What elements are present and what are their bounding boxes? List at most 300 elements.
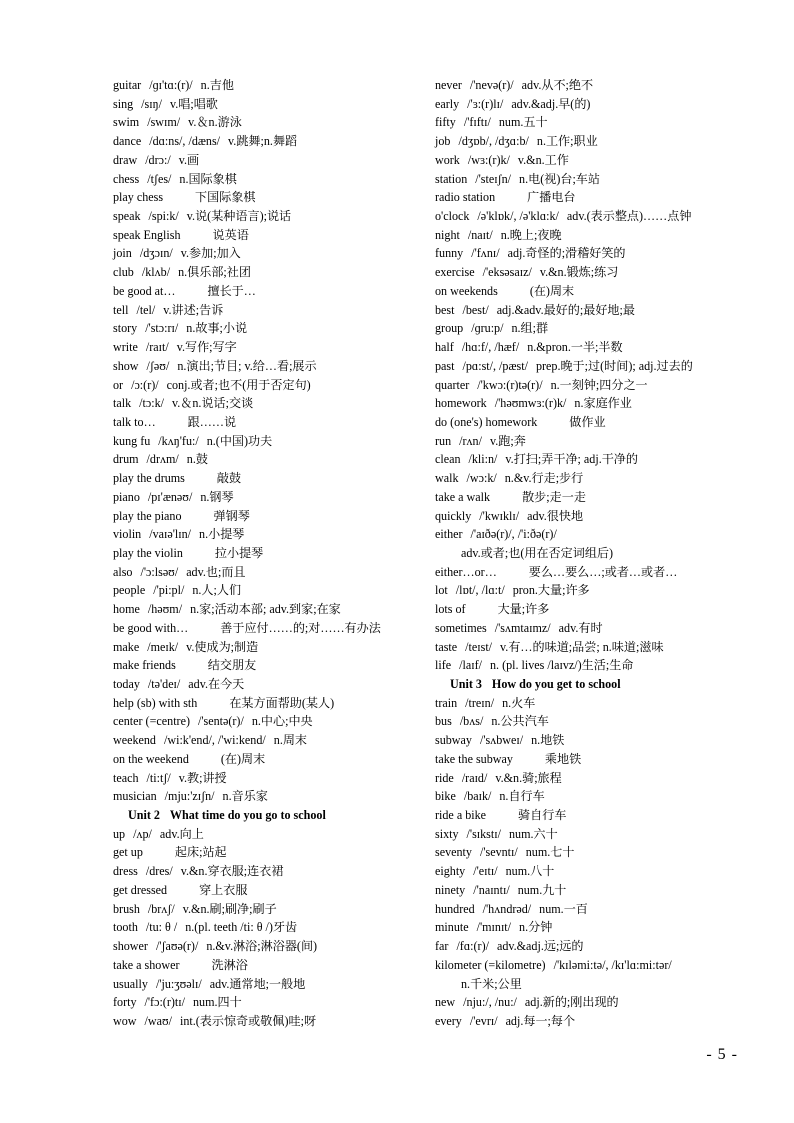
vocab-definition: adv.&adj.早(的) — [511, 96, 591, 111]
vocab-phonetic: /'kwɔ:(r)tə(r)/ — [477, 377, 543, 392]
vocab-entry — [435, 76, 765, 95]
vocab-definition: n.音乐家 — [222, 789, 268, 804]
vocab-word: also — [113, 564, 133, 579]
vocab-phonetic: /mju:'zɪʃn/ — [164, 789, 215, 804]
vocab-word: weekend — [113, 733, 156, 748]
vocab-word: be good at… — [113, 283, 176, 298]
vocab-phonetic: /'stɔ:rɪ/ — [145, 321, 179, 336]
vocab-entry — [113, 862, 413, 881]
vocab-word: swim — [113, 115, 140, 130]
vocab-phonetic: /'ɔ:lsəʊ/ — [140, 564, 179, 579]
vocab-word: new — [435, 995, 456, 1010]
vocab-definition: v.写作;写字 — [176, 340, 237, 355]
vocab-definition: n.分钟 — [519, 920, 553, 935]
vocab-entry — [113, 675, 413, 694]
vocab-word: home — [113, 602, 140, 617]
vocab-phonetic: /ɔ:(r)/ — [131, 377, 159, 392]
vocab-entry — [435, 937, 765, 956]
vocab-word: run — [435, 433, 452, 448]
vocab-entry — [435, 825, 765, 844]
vocab-definition: num.五十 — [498, 115, 548, 130]
vocab-phonetic: /bʌs/ — [459, 714, 484, 729]
left-vocabulary-column — [113, 76, 413, 1031]
vocab-entry — [435, 226, 765, 245]
vocab-word: job — [435, 134, 451, 149]
vocab-phonetic: /rʌn/ — [459, 433, 482, 448]
vocab-word: play the drums — [113, 471, 185, 486]
vocab-word: ride a bike — [435, 808, 487, 823]
vocab-entry — [113, 694, 413, 713]
vocab-word: chess — [113, 171, 140, 186]
vocab-word: lots of — [435, 602, 466, 617]
vocab-phonetic: /hɑ:f/, /hæf/ — [461, 340, 520, 355]
vocab-phonetic: /meɪk/ — [147, 639, 179, 654]
vocab-entry — [113, 787, 413, 806]
vocab-phonetic: /klʌb/ — [141, 265, 171, 280]
vocab-entry — [113, 244, 413, 263]
vocab-definition: 拉小提琴 — [214, 545, 264, 560]
vocab-phonetic: /teɪst/ — [465, 639, 493, 654]
vocab-entry — [113, 619, 413, 638]
vocab-entry — [113, 712, 413, 731]
vocab-word: ninety — [435, 882, 466, 897]
vocab-word: half — [435, 340, 454, 355]
vocab-definition: n.(pl. teeth /ti: θ /)牙齿 — [185, 920, 298, 935]
vocab-entry — [113, 638, 413, 657]
vocab-word: either — [435, 527, 463, 542]
vocab-entry — [113, 95, 413, 114]
vocab-entry — [113, 525, 413, 544]
vocab-entry — [435, 750, 765, 769]
vocab-entry — [435, 170, 765, 189]
vocab-entry — [435, 394, 765, 413]
vocab-entry — [435, 188, 765, 207]
vocab-word: past — [435, 358, 455, 373]
vocab-entry — [435, 357, 765, 376]
vocab-word: write — [113, 340, 138, 355]
vocab-phonetic: /waʊ/ — [144, 1013, 172, 1028]
vocab-definition: v.&n.骑;旅程 — [495, 770, 562, 785]
vocab-word: minute — [435, 920, 469, 935]
vocab-entry — [113, 151, 413, 170]
vocab-word: funny — [435, 246, 464, 261]
vocab-word: brush — [113, 901, 140, 916]
vocab-word: tooth — [113, 920, 138, 935]
vocab-phonetic: /baɪk/ — [463, 789, 492, 804]
vocab-entry — [113, 76, 413, 95]
vocab-entry — [435, 843, 765, 862]
vocab-phonetic: /drʌm/ — [146, 452, 179, 467]
vocab-word: far — [435, 939, 449, 954]
vocab-definition: 敲鼓 — [216, 471, 242, 486]
vocab-word: work — [435, 152, 460, 167]
vocab-word: seventy — [435, 845, 472, 860]
vocab-entry — [113, 581, 413, 600]
vocab-entry — [435, 712, 765, 731]
vocab-word: take a walk — [435, 489, 491, 504]
vocab-word: best — [435, 302, 455, 317]
vocab-definition: n.&pron.一半;半数 — [527, 340, 623, 355]
vocab-entry — [113, 413, 413, 432]
vocab-word: tell — [113, 302, 129, 317]
vocab-phonetic: /wɔ:k/ — [466, 471, 497, 486]
vocab-definition: n.演出;节目; v.给…看;展示 — [177, 358, 317, 373]
vocab-definition: adv.有时 — [558, 620, 603, 635]
vocab-entry — [113, 900, 413, 919]
vocab-entry — [435, 95, 765, 114]
vocab-definition: num.一百 — [539, 901, 588, 916]
vocab-entry — [435, 263, 765, 282]
vocab-phonetic: /kli:n/ — [468, 452, 498, 467]
vocab-definition: adj.&adv.最好的;最好地;最 — [496, 302, 635, 317]
vocab-phonetic: /best/ — [462, 302, 489, 317]
vocab-definition: n. (pl. lives /laɪvz/)生活;生命 — [489, 658, 634, 673]
vocab-definition: n.故事;小说 — [186, 321, 248, 336]
vocab-entry — [435, 694, 765, 713]
vocab-phonetic: /pɑ:st/, /pæst/ — [462, 358, 528, 373]
vocab-definition: v.&n.刷;刷净;刷子 — [182, 901, 277, 916]
vocab-word: shower — [113, 939, 148, 954]
vocab-word: forty — [113, 995, 137, 1010]
vocab-definition: v.画 — [178, 152, 200, 167]
vocab-phonetic: /spi:k/ — [148, 209, 179, 224]
vocab-entry — [113, 226, 413, 245]
vocab-phonetic: /ə'klɒk/, /ə'klɑ:k/ — [477, 209, 559, 224]
vocab-definition: (在)周末 — [529, 283, 575, 298]
vocab-word: wow — [113, 1013, 137, 1028]
vocab-phonetic: /tel/ — [136, 302, 156, 317]
vocab-word: life — [435, 658, 452, 673]
vocab-definition: adv.通常地;一般地 — [209, 976, 306, 991]
vocab-word: sometimes — [435, 620, 487, 635]
vocab-definition: v.&n.穿衣服;连衣裙 — [180, 864, 284, 879]
vocab-entry — [435, 282, 765, 301]
vocab-definition: v.教;讲授 — [178, 770, 227, 785]
vocab-definition: num.八十 — [505, 864, 555, 879]
vocab-entry — [113, 488, 413, 507]
vocab-phonetic: /dres/ — [145, 864, 173, 879]
vocab-phonetic: /raɪd/ — [461, 770, 488, 785]
vocab-entry — [435, 507, 765, 526]
vocab-word: usually — [113, 976, 148, 991]
vocab-word: every — [435, 1013, 462, 1028]
vocab-entry — [435, 488, 765, 507]
vocab-definition: 说英语 — [212, 227, 249, 242]
vocab-entry — [435, 656, 765, 675]
vocab-word: show — [113, 358, 139, 373]
vocab-entry — [435, 244, 765, 263]
vocab-phonetic: /tɔ:k/ — [139, 396, 164, 411]
vocab-phonetic: /ʃəʊ/ — [146, 358, 170, 373]
vocab-definition: v.跳舞;n.舞蹈 — [228, 134, 298, 149]
vocab-definition: n.一刻钟;四分之一 — [550, 377, 648, 392]
vocab-word: early — [435, 96, 460, 111]
vocab-definition: n.周末 — [273, 733, 308, 748]
vocab-word: lot — [435, 583, 448, 598]
vocab-word: draw — [113, 152, 138, 167]
vocab-entry — [435, 918, 765, 937]
vocab-definition: n.火车 — [502, 695, 536, 710]
vocab-definition: v.参加;加入 — [180, 246, 241, 261]
vocab-phonetic: /laɪf/ — [459, 658, 482, 673]
vocab-entry — [113, 282, 413, 301]
vocab-entry — [113, 600, 413, 619]
vocab-entry — [113, 507, 413, 526]
vocab-entry — [435, 376, 765, 395]
vocab-entry — [113, 731, 413, 750]
vocab-phonetic: /'ʃaʊə(r)/ — [155, 939, 199, 954]
vocab-entry — [435, 450, 765, 469]
vocab-phonetic: /'həʊmwɜ:(r)k/ — [494, 396, 567, 411]
vocab-definition: n.家;活动本部; adv.到家;在家 — [190, 602, 341, 617]
vocab-entry — [113, 918, 413, 937]
vocab-word: either…or… — [435, 564, 497, 579]
vocab-word: club — [113, 265, 134, 280]
vocab-definition: num.九十 — [517, 882, 567, 897]
vocab-word: fifty — [435, 115, 456, 130]
vocab-definition: n.组;群 — [511, 321, 549, 336]
vocab-entry — [435, 806, 765, 825]
vocab-word: teach — [113, 770, 139, 785]
vocab-phonetic: /'eksəsaɪz/ — [482, 265, 532, 280]
vocab-entry — [435, 862, 765, 881]
vocab-phonetic: /'mɪnɪt/ — [476, 920, 512, 935]
vocab-phonetic: /'ju:ʒʊəlɪ/ — [155, 976, 202, 991]
vocab-word: kilometer (=kilometre) — [435, 957, 546, 972]
vocab-word: station — [435, 171, 468, 186]
vocab-entry — [113, 432, 413, 451]
vocab-entry — [435, 881, 765, 900]
vocab-phonetic: /'fɪftɪ/ — [463, 115, 491, 130]
vocab-entry — [435, 301, 765, 320]
vocab-definition: (在)周末 — [220, 751, 266, 766]
vocab-entry — [113, 376, 413, 395]
vocab-phonetic: /'evrɪ/ — [469, 1013, 498, 1028]
vocab-entry — [113, 937, 413, 956]
vocab-phonetic: /dɑ:ns/, /dæns/ — [149, 134, 221, 149]
vocab-entry — [435, 413, 765, 432]
vocab-phonetic: /fɑ:(r)/ — [456, 939, 489, 954]
vocab-phonetic: /'pi:pl/ — [153, 583, 185, 598]
vocab-phonetic: /'steɪʃn/ — [475, 171, 512, 186]
vocab-phonetic: /'sentə(r)/ — [197, 714, 244, 729]
vocab-word: bike — [435, 789, 456, 804]
vocab-entry — [113, 956, 413, 975]
vocab-definition: 广播电台 — [527, 190, 576, 205]
vocab-definition: n.地铁 — [531, 733, 565, 748]
vocab-phonetic: /'sʌbweɪ/ — [479, 733, 524, 748]
vocab-definition: v.&n.工作 — [517, 152, 569, 167]
vocab-definition: n.公共汽车 — [491, 714, 549, 729]
vocab-entry — [113, 769, 413, 788]
right-vocabulary-column — [435, 76, 765, 1031]
vocab-entry — [113, 301, 413, 320]
vocab-definition: n.吉他 — [200, 78, 234, 92]
vocab-word: ride — [435, 770, 454, 785]
vocab-word: play chess — [113, 190, 164, 205]
vocab-phonetic: /lɒt/, /lɑ:t/ — [455, 583, 505, 598]
vocab-entry — [113, 394, 413, 413]
vocab-definition: v.使成为;制造 — [186, 639, 259, 654]
vocab-definition: v.说(某种语言);说话 — [186, 209, 292, 224]
vocab-definition: n.国际象棋 — [179, 171, 237, 186]
vocab-entry — [113, 132, 413, 151]
vocab-word: clean — [435, 452, 461, 467]
vocab-definition: 洗淋浴 — [211, 957, 248, 972]
vocab-definition: num.七十 — [525, 845, 575, 860]
vocab-definition: num.六十 — [508, 826, 558, 841]
vocab-definition: v.跑;奔 — [489, 433, 526, 448]
vocab-phonetic: /tu: θ / — [145, 920, 178, 935]
vocab-word: talk to… — [113, 414, 156, 429]
vocab-word: dance — [113, 134, 142, 149]
vocab-entry — [435, 563, 765, 582]
unit-number: Unit 2 — [128, 808, 160, 823]
vocab-entry — [113, 843, 413, 862]
vocab-word: do (one's) homework — [435, 414, 538, 429]
vocab-phonetic: /'sɪkstɪ/ — [466, 826, 501, 841]
vocab-word: sixty — [435, 826, 459, 841]
vocab-word: get up — [113, 845, 143, 860]
vocab-phonetic: /ʌp/ — [133, 826, 152, 841]
vocab-definition: 弹钢琴 — [213, 508, 250, 523]
vocab-phonetic: /ti:tʃ/ — [146, 770, 171, 785]
vocab-word: play the piano — [113, 508, 182, 523]
unit-heading — [113, 806, 413, 825]
vocab-word: take a shower — [113, 957, 180, 972]
vocab-definition: 下国际象棋 — [195, 190, 256, 205]
vocab-definition: 起床;站起 — [174, 845, 227, 860]
vocab-phonetic: /sɪŋ/ — [141, 96, 162, 111]
vocab-entry — [113, 881, 413, 900]
vocab-word: be good with… — [113, 620, 189, 635]
vocab-definition: n.&v.行走;步行 — [504, 471, 584, 486]
vocab-definition: v.＆n.游泳 — [188, 115, 242, 130]
vocab-word: speak — [113, 209, 141, 224]
vocab-word: speak English — [113, 227, 181, 242]
vocab-entry — [113, 750, 413, 769]
vocab-word: exercise — [435, 265, 475, 280]
vocab-definition: v.＆n.说话;交谈 — [172, 396, 254, 411]
vocab-entry — [113, 263, 413, 282]
vocab-phonetic: /drɔ:/ — [145, 152, 171, 167]
vocab-definition: n.(中国)功夫 — [206, 433, 273, 448]
vocab-phonetic: /wɜ:(r)k/ — [467, 152, 510, 167]
vocab-word: join — [113, 246, 132, 261]
vocab-word: make — [113, 639, 140, 654]
vocab-word: center (=centre) — [113, 714, 190, 729]
unit-number: Unit 3 — [450, 677, 482, 691]
vocab-definition: 要么…要么…;或者…或者… — [528, 564, 678, 579]
unit-heading — [435, 675, 765, 694]
vocab-phonetic: /'sʌmtaɪmz/ — [494, 620, 551, 635]
vocab-word: sing — [113, 96, 134, 111]
vocab-definition: 做作业 — [569, 414, 606, 429]
vocab-word: take the subway — [435, 751, 513, 766]
vocab-definition: 穿上衣服 — [199, 882, 248, 897]
vocab-phonetic: /ɡru:p/ — [471, 321, 504, 336]
page-number: - 5 - — [706, 1046, 738, 1063]
vocab-definition: v.讲述;告诉 — [163, 302, 224, 317]
vocab-phonetic: /'naɪntɪ/ — [473, 882, 510, 897]
vocab-entry — [435, 432, 765, 451]
vocab-entry — [113, 1012, 413, 1031]
vocab-word: talk — [113, 396, 132, 411]
vocab-entry — [113, 188, 413, 207]
vocab-word: night — [435, 227, 460, 242]
vocab-word: hundred — [435, 901, 475, 916]
vocab-definition: adv.向上 — [159, 826, 204, 841]
vocab-phonetic: /ɡɪ'tɑ:(r)/ — [149, 78, 193, 92]
vocab-definition: n.鼓 — [186, 452, 208, 467]
vocab-phonetic: /'aɪðə(r)/, /'i:ðə(r)/ — [470, 527, 557, 542]
vocab-entry — [113, 656, 413, 675]
vocab-entry — [435, 993, 765, 1012]
vocab-definition: n.俱乐部;社团 — [178, 265, 251, 280]
vocab-entry — [435, 787, 765, 806]
vocab-phonetic: /brʌʃ/ — [147, 901, 175, 916]
vocab-definition: int.(表示惊奇或敬佩)哇;呀 — [179, 1013, 317, 1028]
vocab-word: play the violin — [113, 545, 183, 560]
vocab-word: make friends — [113, 658, 176, 673]
vocab-definition: v.唱;唱歌 — [169, 96, 218, 111]
vocab-word: get dressed — [113, 882, 168, 897]
vocab-definition: adj.每一;每个 — [505, 1013, 576, 1028]
vocab-word: quarter — [435, 377, 470, 392]
vocab-entry — [113, 319, 413, 338]
vocab-phonetic: /swɪm/ — [147, 115, 181, 130]
vocab-entry — [113, 357, 413, 376]
vocab-definition: n.自行车 — [499, 789, 545, 804]
vocab-phonetic: /wi:k'end/, /'wi:kend/ — [163, 733, 266, 748]
vocab-word: musician — [113, 789, 157, 804]
vocab-word: dress — [113, 864, 138, 879]
vocab-definition: n.钢琴 — [200, 489, 234, 504]
vocab-definition: adv.从不;绝不 — [521, 78, 594, 92]
vocab-definition: n.小提琴 — [199, 527, 245, 542]
vocab-phonetic: /naɪt/ — [467, 227, 493, 242]
vocab-word: homework — [435, 396, 487, 411]
vocab-phonetic: /treɪn/ — [465, 695, 495, 710]
vocab-definition: adj.奇怪的;滑稽好笑的 — [507, 246, 626, 261]
vocab-phonetic: /kʌŋ'fu:/ — [158, 433, 199, 448]
vocab-definition: pron.大量;许多 — [512, 583, 590, 598]
vocab-definition: num.四十 — [192, 995, 242, 1010]
vocab-definition: n.千米;公里 — [461, 976, 522, 991]
vocab-definition: 骑自行车 — [518, 808, 567, 823]
vocab-phonetic: /tʃes/ — [147, 171, 172, 186]
vocab-phonetic: /'hʌndrəd/ — [482, 901, 532, 916]
vocab-definition: adv.很快地 — [527, 508, 584, 523]
vocab-phonetic: /'kwɪklɪ/ — [479, 508, 520, 523]
vocab-phonetic: /'fɔ:(r)tɪ/ — [144, 995, 185, 1010]
vocab-phonetic: /'nevə(r)/ — [469, 78, 514, 92]
vocab-word: kung fu — [113, 433, 151, 448]
vocab-entry — [435, 900, 765, 919]
vocab-entry — [113, 170, 413, 189]
vocab-phonetic: /vaɪə'lɪn/ — [149, 527, 192, 542]
vocab-word: drum — [113, 452, 139, 467]
vocab-phonetic: /'eɪtɪ/ — [473, 864, 498, 879]
vocab-entry — [435, 619, 765, 638]
vocab-phonetic: /'ɜ:(r)lɪ/ — [467, 96, 504, 111]
vocab-word: story — [113, 321, 138, 336]
vocab-entry — [435, 600, 765, 619]
vocab-word: help (sb) with sth — [113, 695, 198, 710]
vocab-definition: adj.新的;刚出现的 — [524, 995, 619, 1010]
vocab-definition: prep.晚于;过(时间); adj.过去的 — [535, 358, 693, 373]
vocab-entry — [435, 207, 765, 226]
